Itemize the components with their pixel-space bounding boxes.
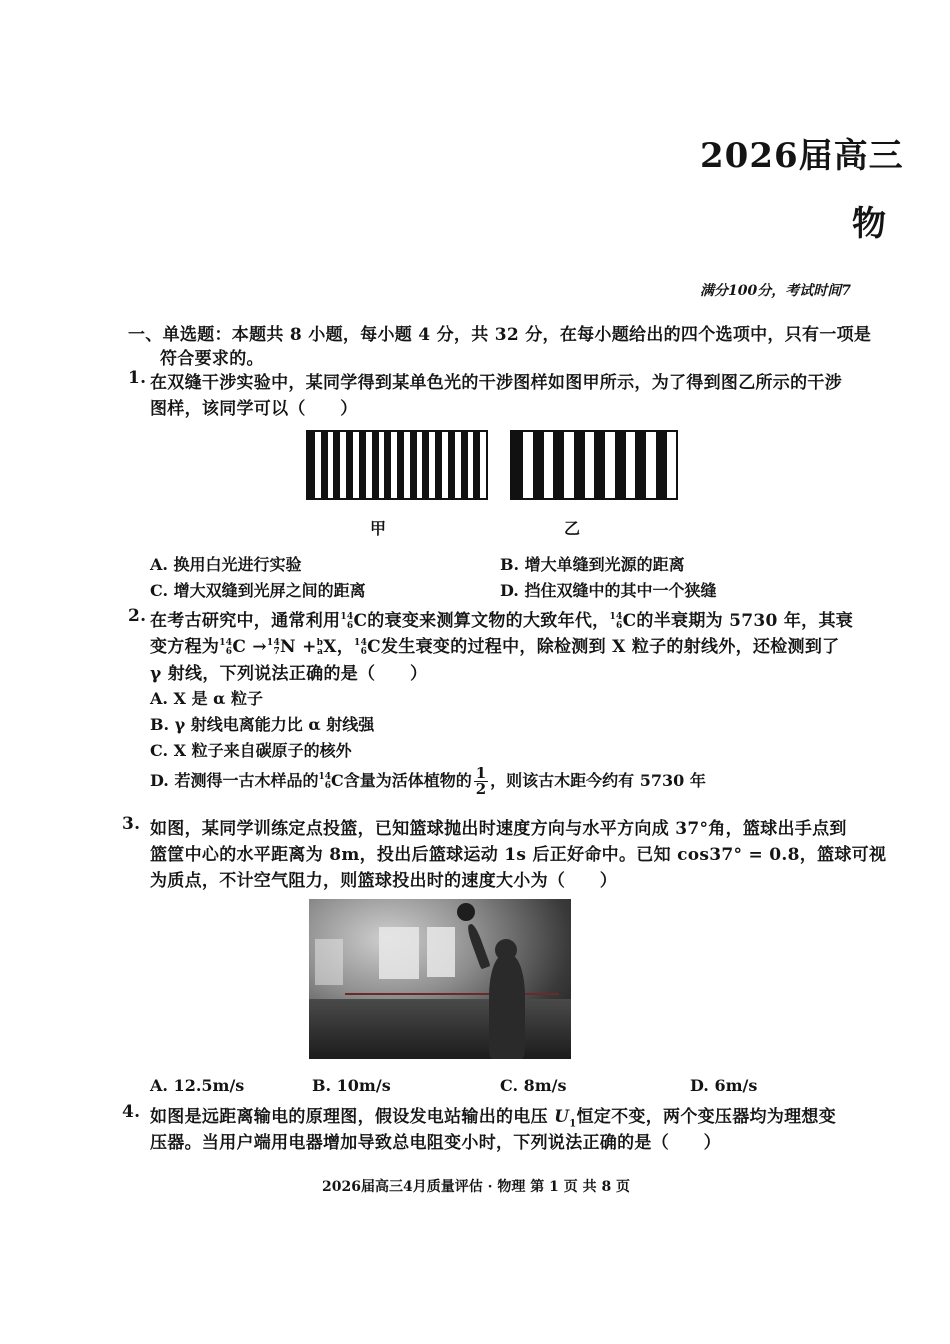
q2-stem-line2 bbox=[150, 632, 839, 657]
dark-fringe bbox=[372, 432, 379, 498]
q1-option-c[interactable]: C. 增大双缝到光屏之间的距离 bbox=[150, 581, 366, 600]
q4-number: 4. bbox=[122, 1102, 141, 1122]
dark-fringe bbox=[512, 432, 523, 498]
dark-fringe bbox=[656, 432, 667, 498]
q2-text: N + bbox=[280, 637, 317, 657]
dark-fringe bbox=[321, 432, 328, 498]
q2-text: C → bbox=[232, 637, 267, 657]
voltage-symbol: U bbox=[554, 1107, 570, 1127]
q2-option-d-text: D. 若测得一古木样品的 bbox=[150, 771, 319, 790]
dark-fringe bbox=[333, 432, 340, 498]
isotope-c14: 14 6 bbox=[219, 637, 233, 657]
dark-fringe bbox=[359, 432, 366, 498]
q2-text: X， bbox=[323, 637, 355, 657]
q2-option-d[interactable] bbox=[150, 766, 706, 797]
q1-option-d[interactable]: D. 挡住双缝中的其中一个狭缝 bbox=[500, 581, 717, 600]
q2-text: 在考古研究中，通常利用 bbox=[150, 611, 341, 631]
q3-option-b[interactable]: B. 10m/s bbox=[312, 1076, 391, 1095]
basketball-photo bbox=[309, 899, 571, 1059]
exam-title: 2026届高三 bbox=[700, 136, 904, 176]
q4-text: 如图是远距离输电的原理图，假设发电站输出的电压 bbox=[150, 1107, 548, 1127]
voltage-subscript: 1 bbox=[569, 1118, 577, 1130]
q3-stem-line2: 篮筐中心的水平距离为 8m，投出后篮球运动 1s 后正好命中。已知 cos37° = 0.8，篮球可视 bbox=[150, 845, 887, 865]
exam-meta: 满分100分，考试时间7 bbox=[700, 283, 851, 299]
q2-stem-line3: γ 射线，下列说法正确的是（ ） bbox=[150, 664, 428, 684]
dark-fringe bbox=[410, 432, 417, 498]
isotope-c14: 14 6 bbox=[318, 771, 331, 791]
section-heading: 一、单选题：本题共 8 小题，每小题 4 分，共 32 分，在每小题给出的四个选项中，只有一项是 bbox=[128, 325, 872, 345]
q1-number: 1. bbox=[128, 368, 147, 388]
figure-label-b: 乙 bbox=[564, 519, 581, 538]
q2-option-c[interactable]: C. X 粒子来自碳原子的核外 bbox=[150, 741, 352, 760]
dark-fringe bbox=[308, 432, 315, 498]
q3-option-a[interactable]: A. 12.5m/s bbox=[150, 1076, 245, 1095]
interference-pattern-a bbox=[306, 430, 488, 500]
q2-number: 2. bbox=[128, 606, 147, 626]
q1-stem-line2: 图样，该同学可以（ ） bbox=[150, 399, 358, 419]
isotope-x: b a bbox=[316, 637, 324, 657]
section-heading-cont: 符合要求的。 bbox=[160, 349, 264, 369]
dark-fringe bbox=[553, 432, 564, 498]
dark-fringe bbox=[346, 432, 353, 498]
isotope-n14: 14 7 bbox=[266, 637, 281, 657]
page-footer: 2026届高三4月质量评估 · 物理 第 1 页 共 8 页 bbox=[322, 1179, 631, 1195]
q2-stem-line1 bbox=[150, 606, 853, 631]
interference-pattern-b bbox=[510, 430, 678, 500]
dark-fringe bbox=[397, 432, 404, 498]
dark-fringe bbox=[574, 432, 585, 498]
dark-fringe bbox=[533, 432, 544, 498]
dark-fringe bbox=[448, 432, 455, 498]
q1-stem-line1: 在双缝干涉实验中，某同学得到某单色光的干涉图样如图甲所示，为了得到图乙所示的干涉 bbox=[150, 373, 842, 393]
basketball bbox=[457, 903, 475, 921]
q1-option-a[interactable]: A. 换用白光进行实验 bbox=[150, 555, 302, 574]
q2-text: C的衰变来测算文物的大致年代， bbox=[353, 611, 610, 631]
q4-stem-line1 bbox=[150, 1102, 836, 1129]
q2-option-d-text: ，则该古木距今约有 5730 年 bbox=[490, 771, 706, 790]
q2-option-b[interactable]: B. γ 射线电离能力比 α 射线强 bbox=[150, 715, 375, 734]
q2-option-a[interactable]: A. X 是 α 粒子 bbox=[150, 689, 263, 708]
isotope-c14: 14 6 bbox=[609, 611, 623, 631]
isotope-c14: 14 6 bbox=[340, 611, 354, 631]
dark-fringe bbox=[473, 432, 480, 498]
figure-label-a: 甲 bbox=[370, 519, 387, 538]
q3-stem-line1: 如图，某同学训练定点投篮，已知篮球抛出时速度方向与水平方向成 37°角，篮球出手点到 bbox=[150, 819, 847, 839]
q4-stem-line2: 压器。当用户端用电器增加导致总电阻变小时，下列说法正确的是（ ） bbox=[150, 1133, 721, 1153]
fraction-one-half: $\frac{1}{2}$ bbox=[475, 764, 487, 798]
q2-text: C的半衰期为 5730 年，其衰 bbox=[622, 611, 854, 631]
dark-fringe bbox=[461, 432, 468, 498]
dark-fringe bbox=[594, 432, 605, 498]
q3-option-c[interactable]: C. 8m/s bbox=[500, 1076, 567, 1095]
q2-text: C发生衰变的过程中，除检测到 X 粒子的射线外，还检测到了 bbox=[367, 637, 840, 657]
q3-stem-line3: 为质点，不计空气阻力，则篮球投出时的速度大小为（ ） bbox=[150, 871, 618, 891]
q2-option-d-text: C含量为活体植物的 bbox=[330, 771, 472, 790]
isotope-c14: 14 6 bbox=[354, 637, 368, 657]
dark-fringe bbox=[635, 432, 646, 498]
dark-fringe bbox=[615, 432, 626, 498]
dark-fringe bbox=[384, 432, 391, 498]
q3-number: 3. bbox=[122, 814, 141, 834]
q2-text: 变方程为 bbox=[150, 637, 220, 657]
dark-fringe bbox=[435, 432, 442, 498]
q3-option-d[interactable]: D. 6m/s bbox=[690, 1076, 758, 1095]
exam-subject: 物 bbox=[852, 204, 886, 244]
q4-text: 恒定不变，两个变压器均为理想变 bbox=[576, 1107, 837, 1127]
q1-option-b[interactable]: B. 增大单缝到光源的距离 bbox=[500, 555, 685, 574]
dark-fringe bbox=[422, 432, 429, 498]
